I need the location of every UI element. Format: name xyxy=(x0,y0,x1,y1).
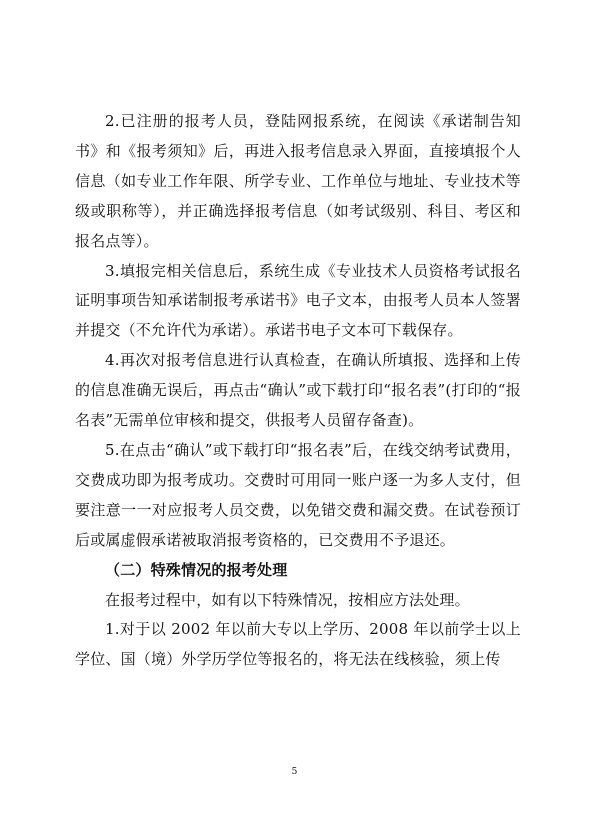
paragraph-item-4: 4.再次对报考信息进行认真检查，在确认所填报、选择和上传的信息准确无误后，再点击“确认”或下载打印“报名表”(打印的“报名表”无需单位审核和提交，供报考人员留存备查)。 xyxy=(75,351,521,430)
paragraph-item-5: 5.在点击“确认”或下载打印“报名表”后，在线交纳考试费用，交费成功即为报考成功。交费时可用同一账户逐一为多人支付，但要注意一一对应报考人员交费，以免错交费和漏交费。在试卷预订后或属虚假承诺被取消报考资格的，已交费用不予退还。 xyxy=(75,440,521,549)
document-body xyxy=(75,107,521,675)
page-number: 5 xyxy=(291,767,298,777)
paragraph-item-1: 1.对于以 2002 年以前大专以上学历、2008 年以前学士以上学位、国（境）外学历学位等报名的，将无法在线核验，须上传 xyxy=(75,620,521,669)
section-heading: （二）特殊情况的报考处理 xyxy=(105,560,288,579)
paragraph-intro: 在报考过程中，如有以下特殊情况，按相应方法处理。 xyxy=(105,590,470,609)
paragraph-item-3: 3.填报完相关信息后，系统生成《专业技术人员资格考试报名证明事项告知承诺制报考承诺书》电子文本，由报考人员本人签署并提交（不允许代为承诺）。承诺书电子文本可下载保存。 xyxy=(75,261,521,340)
paragraph-item-2: 2.已注册的报考人员，登陆网报系统，在阅读《承诺制告知书》和《报考须知》后，再进入报考信息录入界面，直接填报个人信息（如专业工作年限、所学专业、工作单位与地址、专业技术等级或职称等），并正确选择报考信息（如考试级别、科目、考区和报名点等）。 xyxy=(75,112,521,250)
